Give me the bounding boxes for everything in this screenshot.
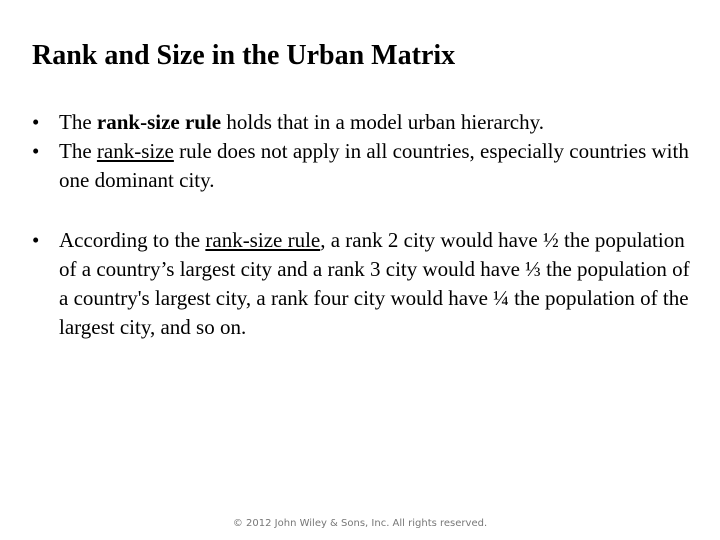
slide-title: Rank and Size in the Urban Matrix (32, 40, 456, 71)
bullet-text-suffix: rule does not apply in all countries, especially countries with one dominant city. (59, 139, 689, 192)
bullet-item-rank-size-rule (32, 108, 692, 137)
bullet-text-suffix: holds that in a model urban hierarchy. (221, 110, 545, 134)
bullet-dot-icon: • (32, 139, 40, 163)
bullet-text-suffix: , a rank 2 city would have ½ the population of a country’s largest city and a rank 3 city would have ⅓ the population of a country's largest city, a rank four city would have ¼ the population of the largest city, and so on. (59, 228, 690, 339)
bullet-item-rank-proportions (32, 226, 692, 342)
copyright-footer: © 2012 John Wiley & Sons, Inc. All rights reserved. (232, 518, 488, 529)
bullet-item-not-all-countries (32, 137, 692, 195)
bullet-list (32, 108, 692, 342)
bullet-text-prefix: The (59, 139, 97, 163)
bold-term: rank-size rule (96, 110, 222, 134)
bullet-dot-icon: • (32, 110, 40, 134)
bullet-dot-icon: • (32, 228, 40, 252)
rank-size-link[interactable]: rank-size (96, 139, 174, 163)
rank-size-rule-link[interactable]: rank-size rule (205, 228, 321, 252)
bullet-text-prefix: The (59, 110, 97, 134)
bullet-text-prefix: According to the (59, 228, 206, 252)
